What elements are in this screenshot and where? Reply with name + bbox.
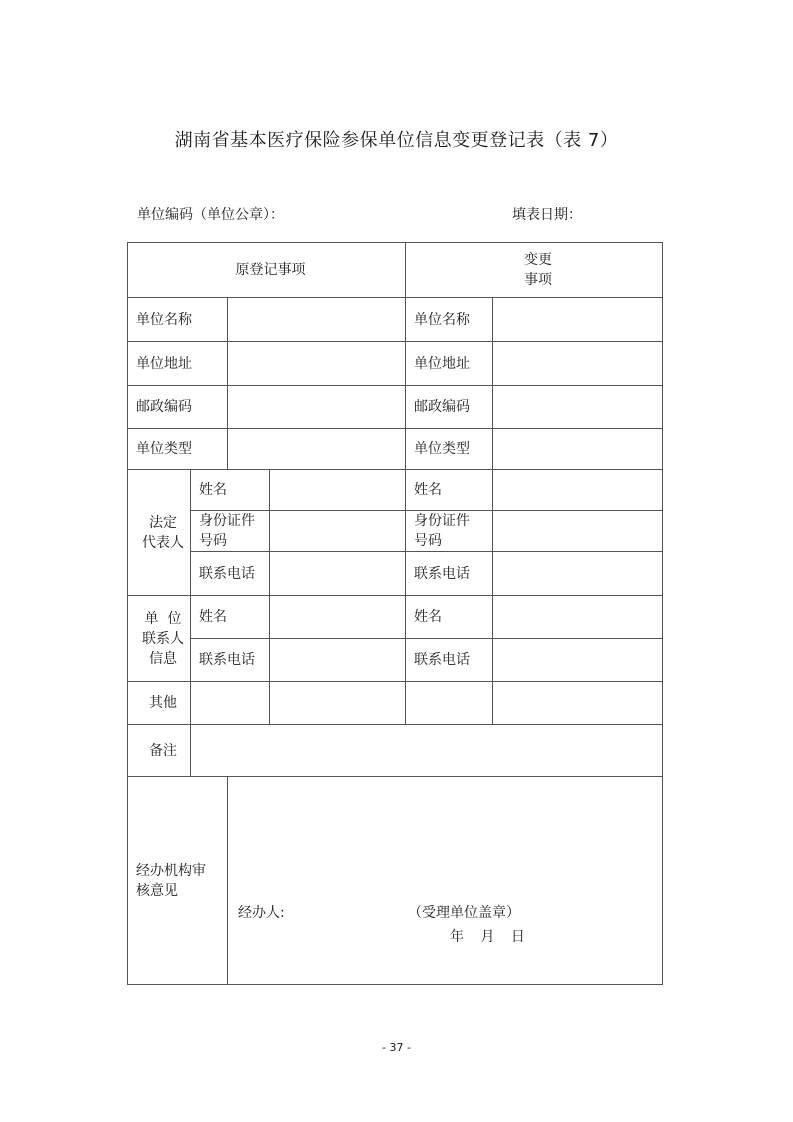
contact-phone-label: 联系电话: [191, 639, 270, 682]
unit-name-changed-field[interactable]: [493, 298, 663, 342]
postal-code-original-field[interactable]: [228, 386, 406, 429]
other-label: 其他: [128, 682, 191, 725]
legal-rep-id-changed-field[interactable]: [493, 511, 663, 552]
contact-name-label: 姓名: [191, 596, 270, 639]
other-changed-field[interactable]: [493, 682, 663, 725]
other-original-field[interactable]: [270, 682, 406, 725]
unit-name-label-changed: 单位名称: [406, 298, 493, 342]
unit-type-original-field[interactable]: [228, 429, 406, 470]
contact-phone-original-field[interactable]: [270, 639, 406, 682]
unit-type-changed-field[interactable]: [493, 429, 663, 470]
remarks-label: 备注: [128, 725, 191, 777]
original-items-header: 原登记事项: [128, 243, 406, 298]
other-changed-label-field[interactable]: [406, 682, 493, 725]
remarks-field[interactable]: [191, 725, 663, 777]
legal-rep-phone-original-field[interactable]: [270, 552, 406, 596]
postal-code-changed-field[interactable]: [493, 386, 663, 429]
legal-rep-phone-changed-field[interactable]: [493, 552, 663, 596]
postal-code-label: 邮政编码: [128, 386, 228, 429]
agency-review-label: 经办机构审 核意见: [128, 777, 228, 985]
page-title: 湖南省基本医疗保险参保单位信息变更登记表（表 7）: [174, 130, 619, 151]
contact-phone-label-changed: 联系电话: [406, 639, 493, 682]
legal-representative-group-label: 法定 代表人: [128, 470, 191, 596]
unit-contact-group-label: 单 位 联系人 信息: [128, 596, 191, 682]
postal-code-label-changed: 邮政编码: [406, 386, 493, 429]
legal-rep-name-label: 姓名: [191, 470, 270, 511]
changed-items-header: 变更 事项: [406, 243, 663, 298]
contact-name-original-field[interactable]: [270, 596, 406, 639]
legal-rep-phone-label-changed: 联系电话: [406, 552, 493, 596]
seal-label: （受理单位盖章）: [408, 905, 520, 921]
unit-type-label-changed: 单位类型: [406, 429, 493, 470]
unit-name-original-field[interactable]: [228, 298, 406, 342]
unit-address-changed-field[interactable]: [493, 342, 663, 386]
legal-rep-name-changed-field[interactable]: [493, 470, 663, 511]
agency-review-field[interactable]: [228, 777, 663, 985]
unit-address-original-field[interactable]: [228, 342, 406, 386]
page-number: - 37 -: [382, 1041, 411, 1054]
registration-form-table: [127, 242, 663, 985]
date-label: 年 月 日: [450, 929, 525, 945]
legal-rep-id-label: 身份证件 号码: [191, 511, 270, 552]
unit-type-label: 单位类型: [128, 429, 228, 470]
other-original-label-field[interactable]: [191, 682, 270, 725]
contact-name-changed-field[interactable]: [493, 596, 663, 639]
operator-label: 经办人:: [238, 905, 285, 921]
legal-rep-phone-label: 联系电话: [191, 552, 270, 596]
unit-address-label: 单位地址: [128, 342, 228, 386]
unit-code-label: 单位编码（单位公章）：: [137, 207, 284, 223]
fill-date-label: 填表日期：: [512, 207, 582, 223]
legal-rep-id-original-field[interactable]: [270, 511, 406, 552]
contact-name-label-changed: 姓名: [406, 596, 493, 639]
unit-name-label: 单位名称: [128, 298, 228, 342]
legal-rep-id-label-changed: 身份证件 号码: [406, 511, 493, 552]
legal-rep-name-original-field[interactable]: [270, 470, 406, 511]
contact-phone-changed-field[interactable]: [493, 639, 663, 682]
unit-address-label-changed: 单位地址: [406, 342, 493, 386]
legal-rep-name-label-changed: 姓名: [406, 470, 493, 511]
